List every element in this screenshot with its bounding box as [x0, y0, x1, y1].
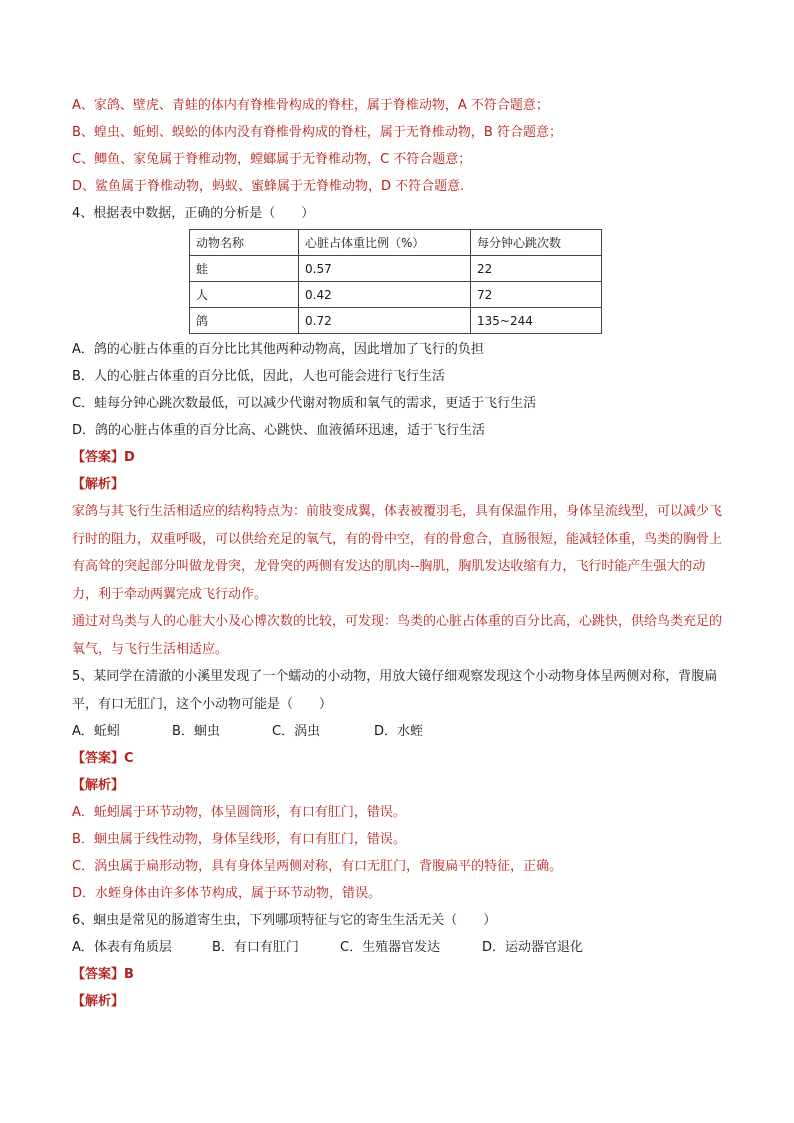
- q4-stem: 4、根据表中数据，正确的分析是（ ）: [72, 206, 315, 221]
- q5-option-d: D．水蛭: [374, 724, 424, 739]
- q4-option-d: D．鸽的心脏占体重的百分比高、心跳快、血液循环迅速，适于飞行生活: [72, 423, 486, 438]
- q6-stem: 6、蛔虫是常见的肠道寄生虫，下列哪项特征与它的寄生生活无关（ ）: [72, 913, 497, 928]
- q6-option-c: C．生殖器官发达: [340, 940, 441, 955]
- q4-analysis-paragraph-1: 家鸽与其飞行生活相适应的结构特点为：前肢变成翼，体表被覆羽毛，具有保温作用，身体呈流线型，可以减少飞行时的阻力，双重呼吸，可以供给充足的氧气，有的骨中空，有的骨愈合，直肠很短，能减轻体重，鸟类的胸骨上有高耸的突起部分叫做龙骨突，龙骨突的两侧有发达的肌肉--胸肌，胸肌发达收缩有力，飞行时能产生强大的动力，利于牵动两翼完成飞行动作。: [72, 504, 723, 602]
- q3-analysis-a: A、家鸽、壁虎、青蛙的体内有脊椎骨构成的脊柱，属于脊椎动物，A 不符合题意；: [72, 98, 549, 113]
- q5-options: [72, 718, 722, 745]
- q5-option-a: A．蚯蚓: [72, 724, 120, 739]
- table-row: [190, 282, 602, 308]
- table-cell: 72: [471, 282, 602, 308]
- q5-analysis-d: D．水蛭身体由许多体节构成，属于环节动物，错误。: [72, 886, 382, 901]
- table-header: 心脏占体重比例（%）: [299, 230, 471, 256]
- q5-answer: 【答案】C: [72, 751, 134, 766]
- table-header: 每分钟心跳次数: [471, 230, 602, 256]
- q6-analysis-label: 【解析】: [72, 994, 125, 1009]
- table-header-row: [190, 230, 602, 256]
- document-page: [72, 92, 722, 1015]
- q4-option-c: C．蛙每分钟心跳次数最低，可以减少代谢对物质和氧气的需求，更适于飞行生活: [72, 396, 537, 411]
- q5-analysis-c: C．涡虫属于扁形动物，具有身体呈两侧对称，有口无肛门，背腹扁平的特征，正确。: [72, 859, 563, 874]
- table-header: 动物名称: [190, 230, 299, 256]
- table-cell: 0.42: [299, 282, 471, 308]
- q5-analysis-a: A．蚯蚓属于环节动物，体呈圆筒形，有口有肛门，错误。: [72, 805, 406, 820]
- q4-answer: 【答案】D: [72, 450, 135, 465]
- q6-options: [72, 934, 722, 961]
- q4-option-b: B．人的心脏占体重的百分比低，因此，人也可能会进行飞行生活: [72, 369, 445, 384]
- q6-answer: 【答案】B: [72, 967, 134, 982]
- q4-data-table: [189, 229, 602, 334]
- q5-analysis-b: B．蛔虫属于线性动物，身体呈线形，有口有肛门，错误。: [72, 832, 406, 847]
- q6-option-d: D．运动器官退化: [482, 940, 584, 955]
- q4-analysis-label: 【解析】: [72, 477, 125, 492]
- table-cell: 0.72: [299, 308, 471, 334]
- q5-option-c: C．涡虫: [272, 724, 321, 739]
- table-cell: 0.57: [299, 256, 471, 282]
- q6-option-b: B．有口有肛门: [212, 940, 299, 955]
- q4-analysis-paragraph-2: 通过对鸟类与人的心脏大小及心博次数的比较，可发现：鸟类的心脏占体重的百分比高，心跳快，供给鸟类充足的氧气，与飞行生活相适应。: [72, 614, 723, 657]
- q4-option-a: A．鸽的心脏占体重的百分比比其他两种动物高，因此增加了飞行的负担: [72, 342, 484, 357]
- table-cell: 蛙: [190, 256, 299, 282]
- q3-analysis-b: B、蝗虫、蚯蚓、蜈蚣的体内没有脊椎骨构成的脊柱，属于无脊椎动物，B 符合题意；: [72, 125, 562, 140]
- q6-option-a: A．体表有角质层: [72, 940, 172, 955]
- table-cell: 135~244: [471, 308, 602, 334]
- table-cell: 22: [471, 256, 602, 282]
- table-cell: 鸽: [190, 308, 299, 334]
- table-row: [190, 256, 602, 282]
- table-cell: 人: [190, 282, 299, 308]
- table-row: [190, 308, 602, 334]
- q3-analysis-d: D、鲨鱼属于脊椎动物，蚂蚁、蜜蜂属于无脊椎动物，D 不符合题意.: [72, 179, 465, 194]
- q5-stem: 5、某同学在清澈的小溪里发现了一个蠕动的小动物，用放大镜仔细观察发现这个小动物身体呈两侧对称，背腹扁平，有口无肛门，这个小动物可能是（ ）: [72, 669, 718, 712]
- q5-analysis-label: 【解析】: [72, 778, 125, 793]
- q3-analysis-c: C、鲫鱼、家兔属于脊椎动物，螳螂属于无脊椎动物，C 不符合题意；: [72, 152, 472, 167]
- q5-option-b: B．蛔虫: [172, 724, 220, 739]
